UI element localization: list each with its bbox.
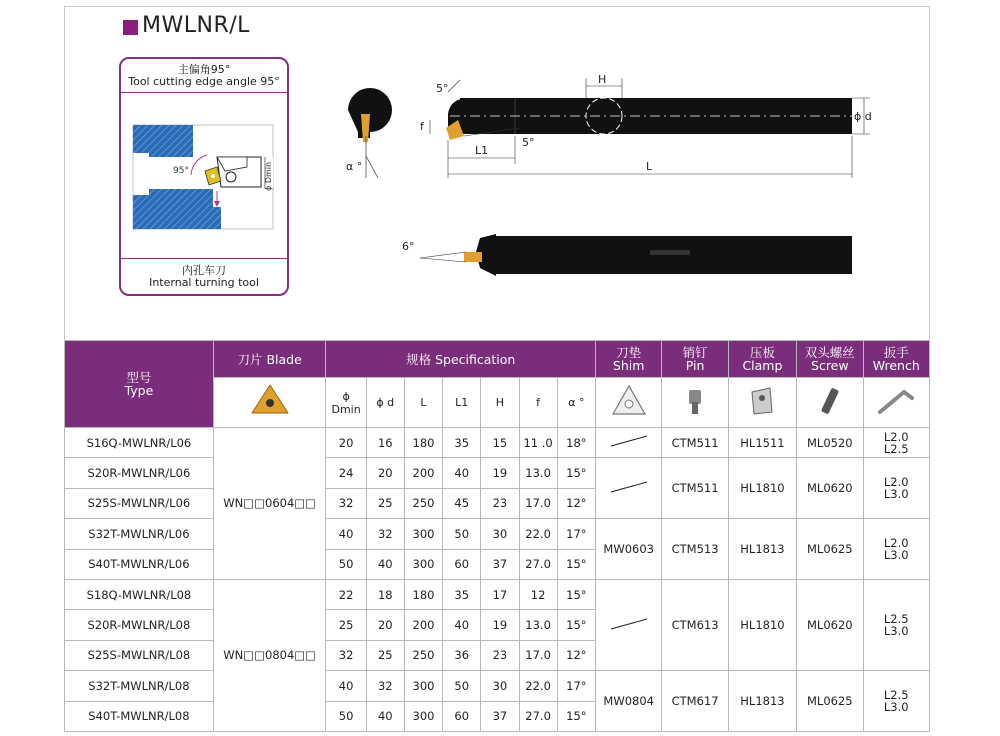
sub-l1: L1 xyxy=(443,378,481,428)
cell: 11 .0 xyxy=(519,428,557,458)
cell: 15° xyxy=(557,458,595,488)
d-label: ϕ d xyxy=(854,110,872,123)
shim-none xyxy=(596,428,662,458)
cell: 17.0 xyxy=(519,640,557,670)
cell: 300 xyxy=(404,671,442,701)
shim-none xyxy=(596,458,662,519)
cell: 22.0 xyxy=(519,519,557,549)
cell: 50 xyxy=(326,701,366,731)
cell: 17° xyxy=(557,671,595,701)
cell: 23 xyxy=(481,640,519,670)
shim-header: 刀垫 Shim xyxy=(596,341,662,378)
pin-cell: CTM617 xyxy=(662,671,728,732)
wrench-cell: L2.5 L3.0 xyxy=(863,579,930,670)
cell: 17.0 xyxy=(519,488,557,518)
angle-5-bottom: 5° xyxy=(522,136,535,149)
cell: 30 xyxy=(481,671,519,701)
cell: 180 xyxy=(404,579,442,609)
row-type: S25S-MWLNR/L08 xyxy=(65,640,214,670)
insert-icon xyxy=(250,383,290,419)
cell: 36 xyxy=(443,640,481,670)
wrench-cell: L2.0 L2.5 xyxy=(863,428,930,458)
cell: 32 xyxy=(366,519,404,549)
cell: 200 xyxy=(404,610,442,640)
bottom-view xyxy=(402,234,852,276)
shim-icon xyxy=(611,384,647,418)
cell: 22.0 xyxy=(519,671,557,701)
cell: 40 xyxy=(366,549,404,579)
wrench-header: 扳手 Wrench xyxy=(863,341,930,378)
cell: 25 xyxy=(326,610,366,640)
spec-table xyxy=(64,340,930,732)
shim-none xyxy=(596,579,662,670)
cell: 180 xyxy=(404,428,442,458)
screw-header: 双头螺丝 Screw xyxy=(797,341,863,378)
bore-schematic xyxy=(121,95,287,255)
pin-header: 销钉 Pin xyxy=(662,341,728,378)
cell: 50 xyxy=(443,519,481,549)
row-type: S18Q-MWLNR/L08 xyxy=(65,579,214,609)
cell: 200 xyxy=(404,458,442,488)
cell: 250 xyxy=(404,488,442,518)
pin-cell: CTM511 xyxy=(662,428,728,458)
row-type: S40T-MWLNR/L06 xyxy=(65,549,214,579)
clamp-cell: HL1511 xyxy=(728,428,796,458)
cell: 50 xyxy=(443,671,481,701)
page-title: MWLNR/L xyxy=(142,13,250,38)
shim-cell: MW0603 xyxy=(596,519,662,580)
row-type: S20R-MWLNR/L06 xyxy=(65,458,214,488)
shim-cell: MW0804 xyxy=(596,671,662,732)
row-type: S25S-MWLNR/L06 xyxy=(65,488,214,518)
sub-f: f xyxy=(519,378,557,428)
clamp-cell: HL1813 xyxy=(728,519,796,580)
cell: 15 xyxy=(481,428,519,458)
cell: 23 xyxy=(481,488,519,518)
cell: 13.0 xyxy=(519,610,557,640)
bottom-caption-en: Internal turning tool xyxy=(149,276,259,289)
caption-cn: 主偏角95° xyxy=(177,63,231,76)
screw-icon xyxy=(812,384,848,418)
pin-icon xyxy=(677,384,713,418)
cell: 20 xyxy=(366,610,404,640)
cell: 15° xyxy=(557,701,595,731)
cell: 25 xyxy=(366,488,404,518)
cell: 35 xyxy=(443,579,481,609)
sub-alpha: α ° xyxy=(557,378,595,428)
end-view xyxy=(346,88,392,178)
clamp-header: 压板 Clamp xyxy=(728,341,796,378)
angle-6-label: 6° xyxy=(402,240,415,253)
pin-image xyxy=(662,378,728,428)
sub-l: L xyxy=(404,378,442,428)
divider xyxy=(121,92,287,93)
cell: 60 xyxy=(443,549,481,579)
cell: 18° xyxy=(557,428,595,458)
cell: 45 xyxy=(443,488,481,518)
blade-code: WN□□0804□□ xyxy=(213,579,326,731)
clamp-image xyxy=(728,378,796,428)
cell: 50 xyxy=(326,549,366,579)
type-header: 型号 Type xyxy=(65,341,214,428)
cell: 60 xyxy=(443,701,481,731)
wrench-cell: L2.0 L3.0 xyxy=(863,519,930,580)
cell: 19 xyxy=(481,610,519,640)
cell: 37 xyxy=(481,549,519,579)
bottom-caption-cn: 内孔车刀 xyxy=(182,264,226,277)
blade-header: 刀片 Blade xyxy=(213,341,326,378)
cell: 25 xyxy=(366,640,404,670)
clamp-cell: HL1813 xyxy=(728,671,796,732)
cell: 40 xyxy=(326,519,366,549)
clamp-cell: HL1810 xyxy=(728,579,796,670)
cell: 35 xyxy=(443,428,481,458)
cell: 300 xyxy=(404,519,442,549)
screw-cell: ML0625 xyxy=(797,671,863,732)
alpha-label: α ° xyxy=(346,160,363,173)
cell: 20 xyxy=(326,428,366,458)
cell: 40 xyxy=(443,458,481,488)
spec-header: 规格 Specification xyxy=(326,341,596,378)
cell: 32 xyxy=(326,488,366,518)
cell: 13.0 xyxy=(519,458,557,488)
screw-cell: ML0620 xyxy=(797,458,863,519)
cell: 19 xyxy=(481,458,519,488)
row-type: S16Q-MWLNR/L06 xyxy=(65,428,214,458)
cell: 300 xyxy=(404,701,442,731)
cell: 22 xyxy=(326,579,366,609)
cell: 37 xyxy=(481,701,519,731)
cell: 17° xyxy=(557,519,595,549)
row-type: S32T-MWLNR/L08 xyxy=(65,671,214,701)
l-label: L xyxy=(646,160,653,173)
screw-cell: ML0620 xyxy=(797,579,863,670)
cell: 18 xyxy=(366,579,404,609)
cell: 27.0 xyxy=(519,701,557,731)
side-view xyxy=(420,73,872,178)
l1-label: L1 xyxy=(475,144,489,157)
wrench-image xyxy=(863,378,930,428)
cell: 12° xyxy=(557,640,595,670)
sub-d: ϕ d xyxy=(366,378,404,428)
dmin-label: ϕ Dmin xyxy=(264,161,273,191)
screw-cell: ML0520 xyxy=(797,428,863,458)
cell: 32 xyxy=(326,640,366,670)
sub-h: H xyxy=(481,378,519,428)
cell: 30 xyxy=(481,519,519,549)
row-type: S32T-MWLNR/L06 xyxy=(65,519,214,549)
cell: 16 xyxy=(366,428,404,458)
cell: 15° xyxy=(557,579,595,609)
angle-label: 95° xyxy=(173,166,189,176)
clamp-cell: HL1810 xyxy=(728,458,796,519)
title-marker xyxy=(123,20,138,35)
cutting-angle-diagram xyxy=(119,57,289,296)
tool-technical-drawing xyxy=(330,70,890,290)
cell: 15° xyxy=(557,610,595,640)
cell: 40 xyxy=(326,671,366,701)
cell: 27.0 xyxy=(519,549,557,579)
blade-image xyxy=(213,378,326,428)
cell: 12 xyxy=(519,579,557,609)
divider xyxy=(121,258,287,259)
caption-en: Tool cutting edge angle 95° xyxy=(128,75,280,88)
cell: 12° xyxy=(557,488,595,518)
cell: 17 xyxy=(481,579,519,609)
h-label: H xyxy=(598,73,607,86)
wrench-cell: L2.0 L3.0 xyxy=(863,458,930,519)
pin-cell: CTM513 xyxy=(662,519,728,580)
cell: 24 xyxy=(326,458,366,488)
cell: 40 xyxy=(443,610,481,640)
blade-code: WN□□0604□□ xyxy=(213,428,326,580)
cell: 20 xyxy=(366,458,404,488)
cell: 250 xyxy=(404,640,442,670)
row-type: S40T-MWLNR/L08 xyxy=(65,701,214,731)
screw-cell: ML0625 xyxy=(797,519,863,580)
angle-5-top: 5° xyxy=(436,82,449,95)
screw-image xyxy=(797,378,863,428)
pin-cell: CTM511 xyxy=(662,458,728,519)
wrench-cell: L2.5 L3.0 xyxy=(863,671,930,732)
f-label: f xyxy=(420,120,424,133)
cell: 32 xyxy=(366,671,404,701)
shim-image xyxy=(596,378,662,428)
cell: 300 xyxy=(404,549,442,579)
sub-dmin: ϕ Dmin xyxy=(326,378,366,428)
row-type: S20R-MWLNR/L08 xyxy=(65,610,214,640)
pin-cell: CTM613 xyxy=(662,579,728,670)
cell: 15° xyxy=(557,549,595,579)
cell: 40 xyxy=(366,701,404,731)
wrench-icon xyxy=(874,384,918,418)
clamp-icon xyxy=(744,384,780,418)
